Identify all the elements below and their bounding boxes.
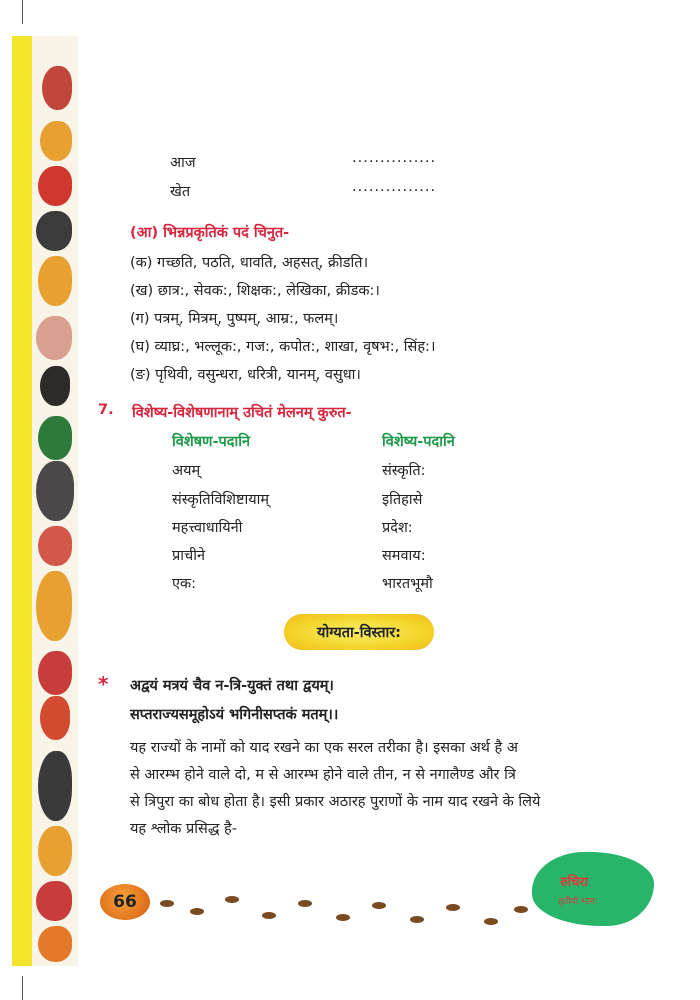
crop-mark [22, 976, 23, 1000]
paragraph-line: यह राज्यों के नामों को याद रखने का एक सरल तरीका है। इसका अर्थ है अ [130, 740, 518, 756]
vocab-word: आज [170, 155, 196, 171]
match-right-item: समवाय: [382, 548, 426, 564]
column-title-right: विशेष्य-पदानि [382, 434, 455, 450]
match-right-item: संस्कृति: [382, 463, 426, 479]
vocab-blank: ............... [352, 150, 437, 166]
vocab-word: खेत [170, 184, 191, 200]
book-title-blob [532, 852, 654, 926]
verse-line: अद्वयं मत्रयं चैव न-त्रि-युक्तं तथा द्वयम्। [130, 678, 334, 694]
list-item: (घ) व्याघ्र:, भल्लूक:, गज:, कपोत:, शाखा, वृषभ:, सिंह:। [130, 339, 436, 355]
match-left-item: प्राचीने [172, 548, 206, 564]
paragraph-line: से आरम्भ होने वाले दो, म से आरम्भ होने वाले तीन, न से नगालैण्ड और त्रि [130, 767, 516, 783]
match-right-item: प्रदेश: [382, 520, 413, 536]
question-number: 7. [98, 402, 114, 418]
list-item: (क) गच्छति, पठति, धावति, अहसत्, क्रीडति। [130, 255, 369, 271]
verse-line: सप्तराज्यसमूहोऽयं भगिनीसप्तकं मतम्।। [130, 707, 339, 723]
match-left-item: संस्कृतिविशिष्टायाम् [172, 492, 270, 508]
book-title: रुचिरा [560, 875, 589, 890]
vocab-blank: ............... [352, 179, 437, 195]
match-left-item: महत्त्वाधायिनी [172, 520, 243, 536]
list-item: (ग) पत्रम्, मित्रम्, पुष्पम्, आम्र:, फलम्। [130, 311, 339, 327]
list-item: (ख) छात्र:, सेवक:, शिक्षक:, लेखिका, क्रीडक:। [130, 283, 380, 299]
section-heading: (आ) भिन्नप्रकृतिकं पदं चिनुत- [130, 225, 290, 241]
yogyata-vistar-banner: योग्यता-विस्तार: [284, 614, 434, 650]
paragraph-line: से त्रिपुरा का बोध होता है। इसी प्रकार अठारह पुराणों के नाम याद रखने के लिये [130, 794, 541, 810]
page-number: 66 [100, 884, 150, 920]
match-right-item: इतिहासे [382, 492, 423, 508]
list-item: (ङ) पृथिवी, वसुन्धरा, धरित्री, यानम्, वसुधा। [130, 367, 361, 383]
match-left-item: अयम् [172, 463, 201, 479]
asterisk-icon: * [98, 672, 109, 696]
match-right-item: भारतभूमौ [382, 576, 433, 592]
paragraph-line: यह श्लोक प्रसिद्ध है- [130, 821, 237, 837]
crop-mark [22, 0, 23, 24]
question-heading: विशेष्य-विशेषणानाम् उचितं मेलनम् कुरुत- [132, 405, 352, 421]
decorative-border-yellow [12, 36, 34, 966]
book-subtitle: तृतीयो भाग: [558, 897, 598, 907]
decorative-border-art [32, 36, 78, 966]
column-title-left: विशेषण-पदानि [172, 434, 251, 450]
match-left-item: एक: [172, 576, 197, 592]
